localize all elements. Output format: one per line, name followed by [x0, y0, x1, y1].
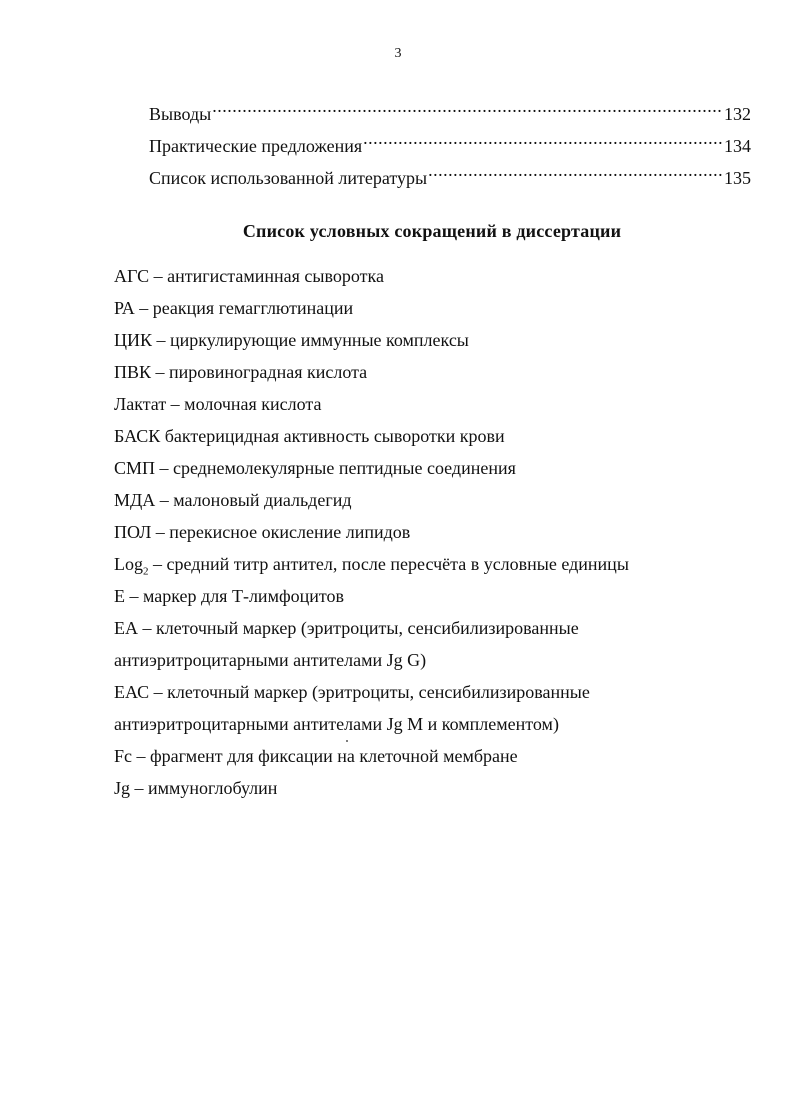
- abbreviation-item: ЕА – клеточный маркер (эритроциты, сенсибилизированные: [114, 618, 579, 638]
- toc-leader-dots: [212, 92, 723, 120]
- log-subscript: 2: [143, 565, 149, 578]
- abbreviation-item: Е – маркер для Т-лимфоцитов: [114, 586, 345, 606]
- toc-entry-practical-proposals: [149, 124, 751, 156]
- abbreviation-item: МДА – малоновый диальдегид: [114, 490, 352, 510]
- abbreviation-item: АГС – антигистаминная сыворотка: [114, 266, 384, 286]
- toc-entry-label: Практические предложения: [149, 136, 363, 156]
- abbreviation-list: [114, 260, 774, 804]
- log-definition: – средний титр антител, после пересчёта в условные единицы: [148, 554, 629, 574]
- abbreviation-item-continuation: антиэритроцитарными антителами Jg G): [114, 650, 427, 670]
- toc-entry-page: 132: [724, 104, 751, 124]
- toc-entry-references: [149, 156, 751, 188]
- section-heading: Список условных сокращений в диссертации: [242, 221, 622, 241]
- abbreviation-item-continuation: антиэритроцитарными антителами Jg М и комплементом): [114, 714, 559, 734]
- abbreviation-item-log2: [114, 548, 774, 580]
- toc-leader-dots: [428, 156, 723, 184]
- toc-entry-label: Выводы: [149, 104, 212, 124]
- toc-entry-label: Список использованной литературы: [149, 168, 428, 188]
- abbreviation-item: БАСК бактерицидная активность сыворотки крови: [114, 426, 505, 446]
- abbreviation-item: Лактат – молочная кислота: [114, 394, 322, 414]
- abbreviation-item: СМП – среднемолекулярные пептидные соединения: [114, 458, 516, 478]
- abbreviation-item: ЕАС – клеточный маркер (эритроциты, сенсибилизированные: [114, 682, 590, 702]
- abbreviation-item: ПОЛ – перекисное окисление липидов: [114, 522, 411, 542]
- log-prefix: Log: [114, 554, 143, 574]
- abbreviation-item: Fc – фрагмент для фиксации на клеточной мембране: [114, 746, 518, 766]
- scan-speck: [346, 740, 348, 742]
- toc-entry-page: 134: [724, 136, 751, 156]
- abbreviation-item: РА – реакция гемагглютинации: [114, 298, 354, 318]
- toc-entry-conclusions: [149, 92, 751, 124]
- toc-leader-dots: [363, 124, 723, 152]
- table-of-contents: [149, 92, 751, 188]
- toc-entry-page: 135: [724, 168, 751, 188]
- page-number: 3: [394, 46, 402, 61]
- abbreviation-item: ПВК – пировиноградная кислота: [114, 362, 368, 382]
- abbreviation-item: ЦИК – циркулирующие иммунные комплексы: [114, 330, 469, 350]
- abbreviation-item: Jg – иммуноглобулин: [114, 778, 278, 798]
